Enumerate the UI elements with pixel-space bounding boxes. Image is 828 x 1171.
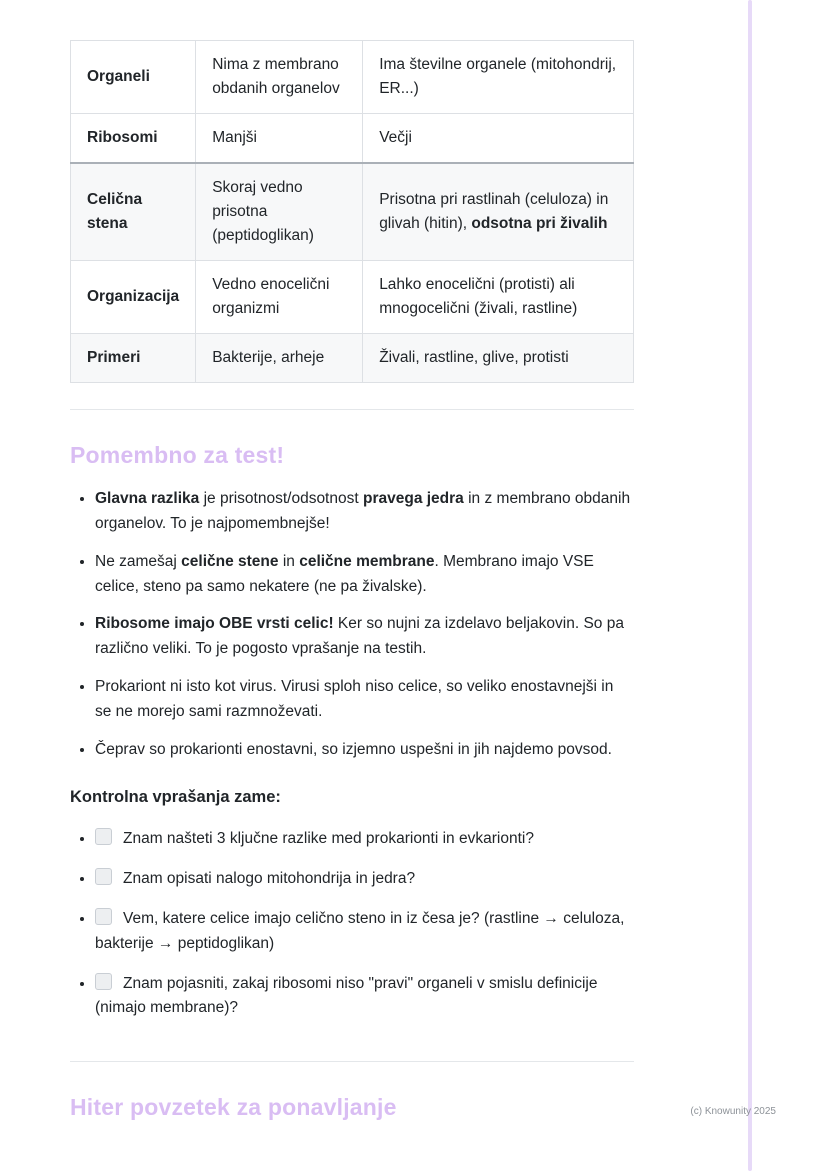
- table-row: [71, 261, 634, 334]
- checklist-item: [95, 867, 634, 892]
- bold-text: odsotna pri živalih: [471, 215, 608, 233]
- checklist-item-text: Znam opisati nalogo mitohondrija in jedra?: [123, 870, 416, 888]
- bold-text: Glavna razlika: [95, 490, 200, 508]
- table-cell: [363, 163, 634, 261]
- bold-text: celične stene: [181, 552, 279, 570]
- section-divider-2: [70, 1061, 634, 1062]
- comparison-table: [70, 40, 634, 383]
- text: Čeprav so prokarionti enostavni, so izjemno uspešni in jih najdemo povsod.: [95, 740, 612, 758]
- bullet-item: [95, 550, 634, 600]
- text: in z membrano obdanih organelov. To je najpomembnejše!: [95, 490, 631, 532]
- text: Ne zamešaj: [95, 552, 182, 570]
- row-label-cell: Celična stena: [71, 163, 196, 261]
- bullet-item: [95, 612, 634, 662]
- table-cell: [363, 41, 634, 114]
- text: Vedno enocelični organizmi: [212, 276, 330, 318]
- text: Prokariont ni isto kot virus. Virusi sploh niso celice, so veliko enostavnejši in se ne morejo sami razmnoževati.: [95, 677, 614, 720]
- section-divider: [70, 409, 634, 410]
- text: Skoraj vedno prisotna (peptidoglikan): [212, 179, 314, 245]
- checklist-item-text: Znam našteti 3 ključne razlike med prokarionti in evkarionti?: [123, 830, 534, 848]
- important-section-heading: Pomembno za test!: [70, 442, 285, 469]
- bullet-item: [95, 487, 634, 537]
- text: Lahko enocelični (protisti) ali mnogocelični (živali, rastline): [379, 276, 578, 318]
- table-cell: [363, 334, 634, 383]
- bullet-item: [95, 738, 634, 763]
- checklist-heading: Kontrolna vprašanja zame:: [70, 788, 281, 807]
- table-cell: [363, 261, 634, 334]
- checklist-item: [95, 907, 634, 957]
- text: Bakterije, arheje: [212, 349, 325, 367]
- text: Živali, rastline, glive, protisti: [379, 349, 569, 367]
- table-row: [71, 41, 634, 114]
- table-cell: [196, 41, 363, 114]
- text: Nima z membrano obdanih organelov: [212, 56, 340, 98]
- checklist-item: [95, 972, 634, 1022]
- row-label-cell: Organizacija: [71, 261, 196, 334]
- bullet-item: [95, 675, 634, 725]
- table-row: [71, 163, 634, 261]
- table-cell: [363, 114, 634, 164]
- table-cell: [196, 114, 363, 164]
- row-label-cell: Ribosomi: [71, 114, 196, 164]
- checkbox[interactable]: [95, 973, 112, 990]
- text: je prisotnost/odsotnost: [199, 490, 363, 508]
- table-row: [71, 114, 634, 164]
- text: Manjši: [212, 129, 257, 147]
- text: Prisotna pri rastlinah (celuloza) in glivah (hitin),: [379, 191, 609, 233]
- document-content: [70, 40, 634, 1139]
- checklist-item-text: Znam pojasniti, zakaj ribosomi niso "pravi" organeli v smislu definicije (nimajo membrane)?: [95, 974, 598, 1017]
- important-points-list: [70, 487, 634, 762]
- checkbox[interactable]: [95, 868, 112, 885]
- comparison-table-body: [71, 41, 634, 383]
- table-row: [71, 334, 634, 383]
- text: Večji: [379, 129, 412, 147]
- text: Ker so nujni za izdelavo beljakovin. So pa različno veliki. To je pogosto vprašanje na testih.: [95, 615, 624, 658]
- table-cell: [196, 334, 363, 383]
- checklist-item: [95, 827, 634, 852]
- page-edge-line: [748, 0, 752, 1171]
- summary-section-heading: Hiter povzetek za ponavljanje: [70, 1094, 397, 1121]
- table-cell: [196, 261, 363, 334]
- checklist: [70, 827, 634, 1021]
- row-label-cell: Primeri: [71, 334, 196, 383]
- copyright-text: (c) Knowunity 2025: [690, 1106, 776, 1117]
- text: Ima številne organele (mitohondrij, ER...): [379, 56, 617, 98]
- checkbox[interactable]: [95, 828, 112, 845]
- table-cell: [196, 163, 363, 261]
- text: in: [278, 552, 300, 570]
- bold-text: pravega jedra: [362, 490, 464, 508]
- row-label-cell: Organeli: [71, 41, 196, 114]
- checklist-item-text: Vem, katere celice imajo celično steno in iz česa je? (rastline → celuloza, bakterije → peptidoglikan): [95, 909, 625, 952]
- bold-text: Ribosome imajo OBE vrsti celic!: [95, 615, 334, 633]
- text: . Membrano imajo VSE celice, steno pa samo nekatere (ne pa živalske).: [95, 552, 594, 595]
- checkbox[interactable]: [95, 908, 112, 925]
- bold-text: celične membrane: [299, 552, 435, 570]
